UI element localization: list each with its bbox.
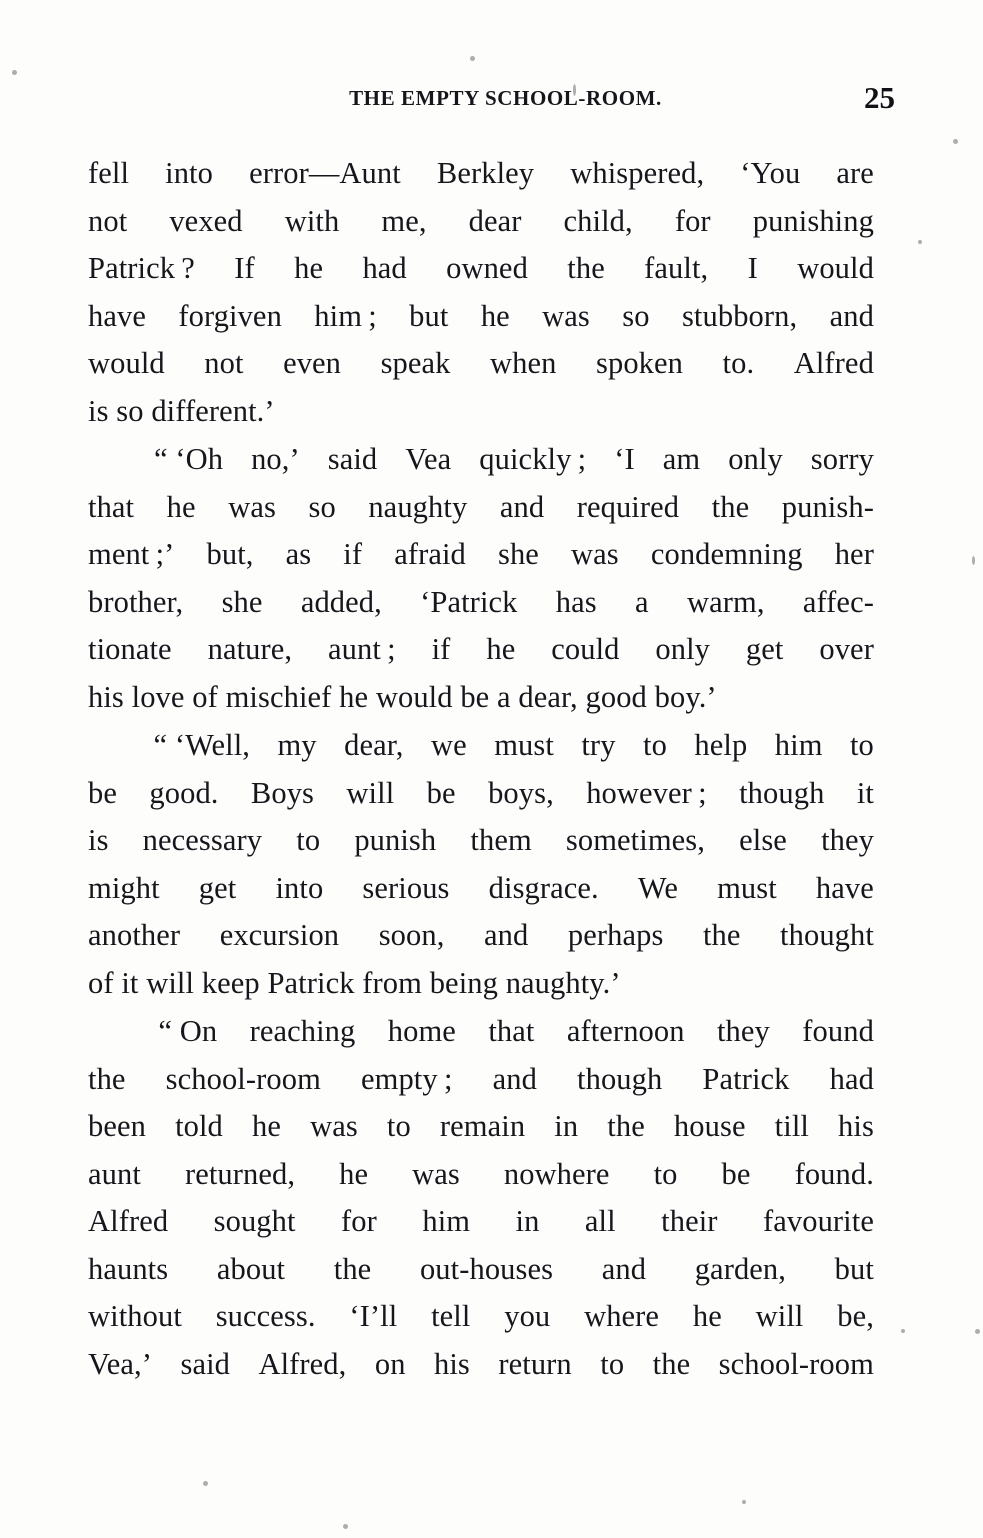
word: ‘I	[614, 442, 635, 476]
text-line	[88, 865, 874, 913]
word: where	[584, 1299, 660, 1333]
text-line	[88, 436, 874, 484]
word: perhaps	[567, 918, 664, 952]
word: garden,	[694, 1251, 787, 1286]
word: when	[490, 346, 557, 380]
word: for	[341, 1204, 377, 1238]
word: naughty	[368, 489, 468, 524]
word: sometimes,	[565, 823, 705, 857]
text-line	[88, 626, 874, 674]
word: reaching	[249, 1014, 356, 1048]
word: so	[308, 489, 336, 524]
paragraph	[88, 150, 874, 435]
word: if	[343, 537, 363, 571]
word: must	[717, 870, 777, 905]
word: that	[488, 1014, 535, 1048]
word: punish-	[781, 489, 874, 524]
word: him ;	[314, 298, 377, 333]
word: am	[662, 442, 701, 476]
word: has	[555, 584, 597, 619]
word: condemning	[650, 537, 803, 571]
word: in	[554, 1109, 579, 1143]
scan-speckle	[470, 56, 475, 61]
word: I	[747, 251, 758, 285]
word: their	[661, 1204, 718, 1238]
word: on	[374, 1346, 406, 1381]
word: house	[673, 1109, 746, 1143]
word: good.	[149, 775, 219, 810]
word: child,	[563, 203, 633, 238]
word: Boys	[250, 775, 315, 810]
word: had	[362, 251, 407, 285]
text-line	[88, 340, 874, 388]
word: and	[483, 918, 529, 952]
word: school-room	[165, 1061, 321, 1096]
word: the	[702, 918, 741, 952]
word: her	[834, 537, 874, 571]
word: be,	[837, 1299, 874, 1333]
word: into	[275, 870, 324, 905]
word: “ ‘Oh	[153, 442, 224, 476]
word: to	[600, 1346, 625, 1381]
word: he	[166, 489, 196, 524]
word: else	[739, 823, 787, 857]
text-line	[88, 1293, 874, 1341]
word: to	[653, 1156, 678, 1191]
text-line	[88, 245, 874, 293]
word: disgrace.	[488, 870, 599, 905]
word: all	[584, 1204, 616, 1238]
word: returned,	[184, 1156, 296, 1191]
word: is	[88, 823, 109, 857]
word: you	[504, 1299, 551, 1333]
text-line	[88, 150, 874, 198]
word: that	[88, 489, 135, 524]
word: his	[434, 1346, 470, 1381]
text-line	[88, 484, 874, 532]
word: ‘I’ll	[349, 1299, 398, 1333]
word: the	[88, 1061, 126, 1096]
word: afraid	[394, 537, 466, 571]
word: so	[622, 298, 650, 333]
word: Alfred	[88, 1204, 169, 1238]
word: Vea,’	[88, 1346, 153, 1381]
word: get	[745, 632, 784, 666]
text-line	[88, 1198, 874, 1246]
word: would	[88, 346, 165, 380]
word: will	[755, 1299, 804, 1333]
word: brother,	[88, 584, 184, 619]
running-title: THE EMPTY SCHOOL-ROOM.	[349, 86, 662, 110]
word: Patrick ?	[88, 251, 195, 285]
word: and	[492, 1061, 537, 1096]
word: We	[637, 870, 678, 905]
word: found.	[794, 1156, 874, 1191]
word: he	[252, 1109, 281, 1143]
word: said	[180, 1346, 230, 1381]
scan-speckle	[918, 240, 922, 244]
word: the	[607, 1109, 645, 1143]
word: must	[494, 728, 554, 762]
word: he	[339, 1156, 369, 1191]
word: his love of mischief he would be a dear, good boy.’	[88, 679, 717, 714]
word: sorry	[810, 442, 874, 476]
text-line	[88, 579, 874, 627]
word: return	[498, 1346, 572, 1381]
scan-speckle	[953, 139, 958, 144]
word: and	[601, 1251, 647, 1286]
word: dear	[468, 203, 522, 238]
word: be	[426, 775, 456, 810]
word: forgiven	[178, 298, 282, 333]
word: error—Aunt	[249, 156, 401, 190]
word: and	[499, 489, 545, 524]
word: ‘You	[740, 156, 801, 190]
word: without	[88, 1299, 182, 1333]
word: be	[721, 1156, 751, 1191]
paragraph	[88, 1008, 874, 1388]
word: but,	[206, 537, 254, 571]
word: was	[542, 298, 590, 333]
word: a	[635, 584, 649, 619]
page-header	[88, 80, 895, 120]
word: even	[283, 346, 342, 380]
word: success.	[215, 1299, 316, 1333]
word: over	[819, 632, 874, 666]
word: quickly ;	[479, 442, 587, 476]
word: speak	[380, 346, 451, 380]
word: thought	[780, 918, 874, 952]
word: told	[175, 1109, 223, 1143]
word: serious	[362, 870, 450, 905]
word: but	[409, 298, 449, 333]
word: “ On	[158, 1014, 218, 1048]
word: to	[386, 1109, 411, 1143]
word: punishing	[752, 203, 874, 238]
word: to	[296, 823, 321, 857]
word: for	[674, 203, 711, 238]
word: excursion	[219, 918, 340, 952]
word: he	[294, 251, 324, 285]
text-line	[88, 198, 874, 246]
word: could	[551, 632, 620, 666]
word: aunt ;	[328, 632, 396, 666]
text-line	[88, 1103, 874, 1151]
word: be	[88, 775, 117, 810]
word: not	[204, 346, 244, 380]
word: into	[165, 156, 213, 190]
word: been	[88, 1109, 146, 1143]
word: he	[692, 1299, 722, 1333]
word: home	[387, 1014, 456, 1048]
word: would	[797, 251, 874, 285]
word: he	[486, 632, 516, 666]
word: Alfred	[793, 346, 874, 380]
word: the	[652, 1346, 691, 1381]
word: favourite	[762, 1204, 874, 1238]
word: she	[221, 584, 263, 619]
word: about	[216, 1251, 286, 1286]
word: to	[643, 728, 667, 762]
word: with	[284, 203, 340, 238]
word: fault,	[644, 251, 709, 285]
scan-speckle	[343, 1524, 348, 1529]
word: my	[277, 728, 317, 762]
word: spoken	[596, 346, 684, 380]
word: school-room	[718, 1346, 874, 1381]
word: afternoon	[566, 1014, 685, 1048]
word: another	[88, 918, 181, 952]
word: out-houses	[419, 1251, 554, 1286]
page-body	[88, 150, 874, 1389]
word: Vea	[405, 442, 452, 476]
word: remain	[439, 1109, 526, 1143]
word: ‘Patrick	[420, 584, 518, 619]
text-line	[88, 722, 874, 770]
word: till	[774, 1109, 809, 1143]
word: was	[228, 489, 276, 524]
word: is so different.’	[88, 393, 275, 428]
scan-speckle	[203, 1481, 208, 1486]
word: boys,	[488, 775, 554, 810]
word: soon,	[378, 918, 445, 952]
word: she	[497, 537, 539, 571]
word: he	[480, 298, 510, 333]
text-line	[88, 960, 874, 1008]
word: though	[739, 775, 825, 810]
word: was	[571, 537, 619, 571]
word: him	[422, 1204, 471, 1238]
word: Patrick	[702, 1061, 790, 1096]
text-line	[88, 1246, 874, 1294]
word: warm,	[686, 584, 765, 619]
word: If	[234, 251, 255, 285]
page-number: 25	[864, 80, 895, 115]
text-line	[88, 531, 874, 579]
scan-speckle	[901, 1329, 905, 1333]
word: me,	[381, 203, 427, 238]
word: had	[829, 1061, 874, 1096]
word: the	[711, 489, 750, 524]
word: whispered,	[570, 156, 705, 190]
word: nature,	[207, 632, 293, 666]
scan-speckle	[975, 1329, 980, 1334]
word: not	[88, 203, 128, 238]
word: said	[327, 442, 378, 476]
word: they	[716, 1014, 770, 1048]
word: them	[470, 823, 532, 857]
word: haunts	[88, 1251, 169, 1286]
scan-speckle	[742, 1500, 746, 1504]
text-line	[88, 388, 874, 436]
paragraph	[88, 722, 874, 1007]
text-line	[88, 1008, 874, 1056]
paragraph-indent	[88, 722, 126, 770]
word: Alfred,	[258, 1346, 347, 1381]
word: get	[198, 870, 237, 905]
word: affec-	[802, 584, 874, 619]
text-line	[88, 293, 874, 341]
paragraph-indent	[88, 436, 126, 484]
word: in	[515, 1204, 540, 1238]
word: though	[577, 1061, 663, 1096]
word: tell	[431, 1299, 471, 1333]
word: however ;	[586, 775, 707, 810]
word: to	[849, 728, 874, 762]
word: tionate	[88, 632, 172, 666]
word: his	[838, 1109, 874, 1143]
word: him	[774, 728, 823, 762]
word: of it will keep Patrick from being naughty.’	[88, 965, 621, 1000]
paragraph-indent	[88, 1008, 126, 1056]
word: only	[655, 632, 711, 666]
word: and	[829, 298, 874, 333]
text-line	[88, 770, 874, 818]
word: dear,	[344, 728, 404, 762]
word: owned	[446, 251, 528, 285]
word: sought	[213, 1204, 296, 1238]
word: was	[412, 1156, 460, 1191]
word: the	[333, 1251, 372, 1286]
word: it	[856, 775, 874, 810]
word: try	[581, 728, 616, 762]
text-line	[88, 674, 874, 722]
text-line	[88, 1056, 874, 1104]
word: stubborn,	[681, 298, 798, 333]
text-line	[88, 1151, 874, 1199]
word: but	[834, 1251, 874, 1286]
word: only	[728, 442, 783, 476]
word: as	[285, 537, 312, 571]
word: the	[567, 251, 605, 285]
word: found	[802, 1014, 874, 1048]
word: have	[815, 870, 874, 905]
word: added,	[300, 584, 382, 619]
word: Berkley	[436, 156, 535, 190]
word: fell	[88, 156, 130, 190]
word: was	[310, 1109, 358, 1143]
word: will	[346, 775, 395, 810]
word: help	[694, 728, 748, 762]
text-line	[88, 912, 874, 960]
word: we	[430, 728, 467, 762]
text-line	[88, 817, 874, 865]
word: vexed	[169, 203, 243, 238]
word: to.	[722, 346, 755, 380]
word: aunt	[88, 1156, 141, 1191]
word: necessary	[142, 823, 263, 857]
word: no,’	[251, 442, 300, 476]
word: required	[576, 489, 680, 524]
word: might	[88, 870, 160, 905]
scan-speckle	[12, 70, 17, 75]
paragraph	[88, 436, 874, 721]
scan-speckle	[972, 556, 975, 565]
word: they	[821, 823, 874, 857]
word: if	[431, 632, 451, 666]
word: nowhere	[503, 1156, 610, 1191]
word: punish	[354, 823, 437, 857]
word: empty ;	[361, 1061, 453, 1096]
word: ment ;’	[88, 537, 175, 571]
word: are	[836, 156, 874, 190]
word: “ ‘Well,	[153, 728, 251, 762]
text-line	[88, 1341, 874, 1389]
word: have	[88, 298, 146, 333]
